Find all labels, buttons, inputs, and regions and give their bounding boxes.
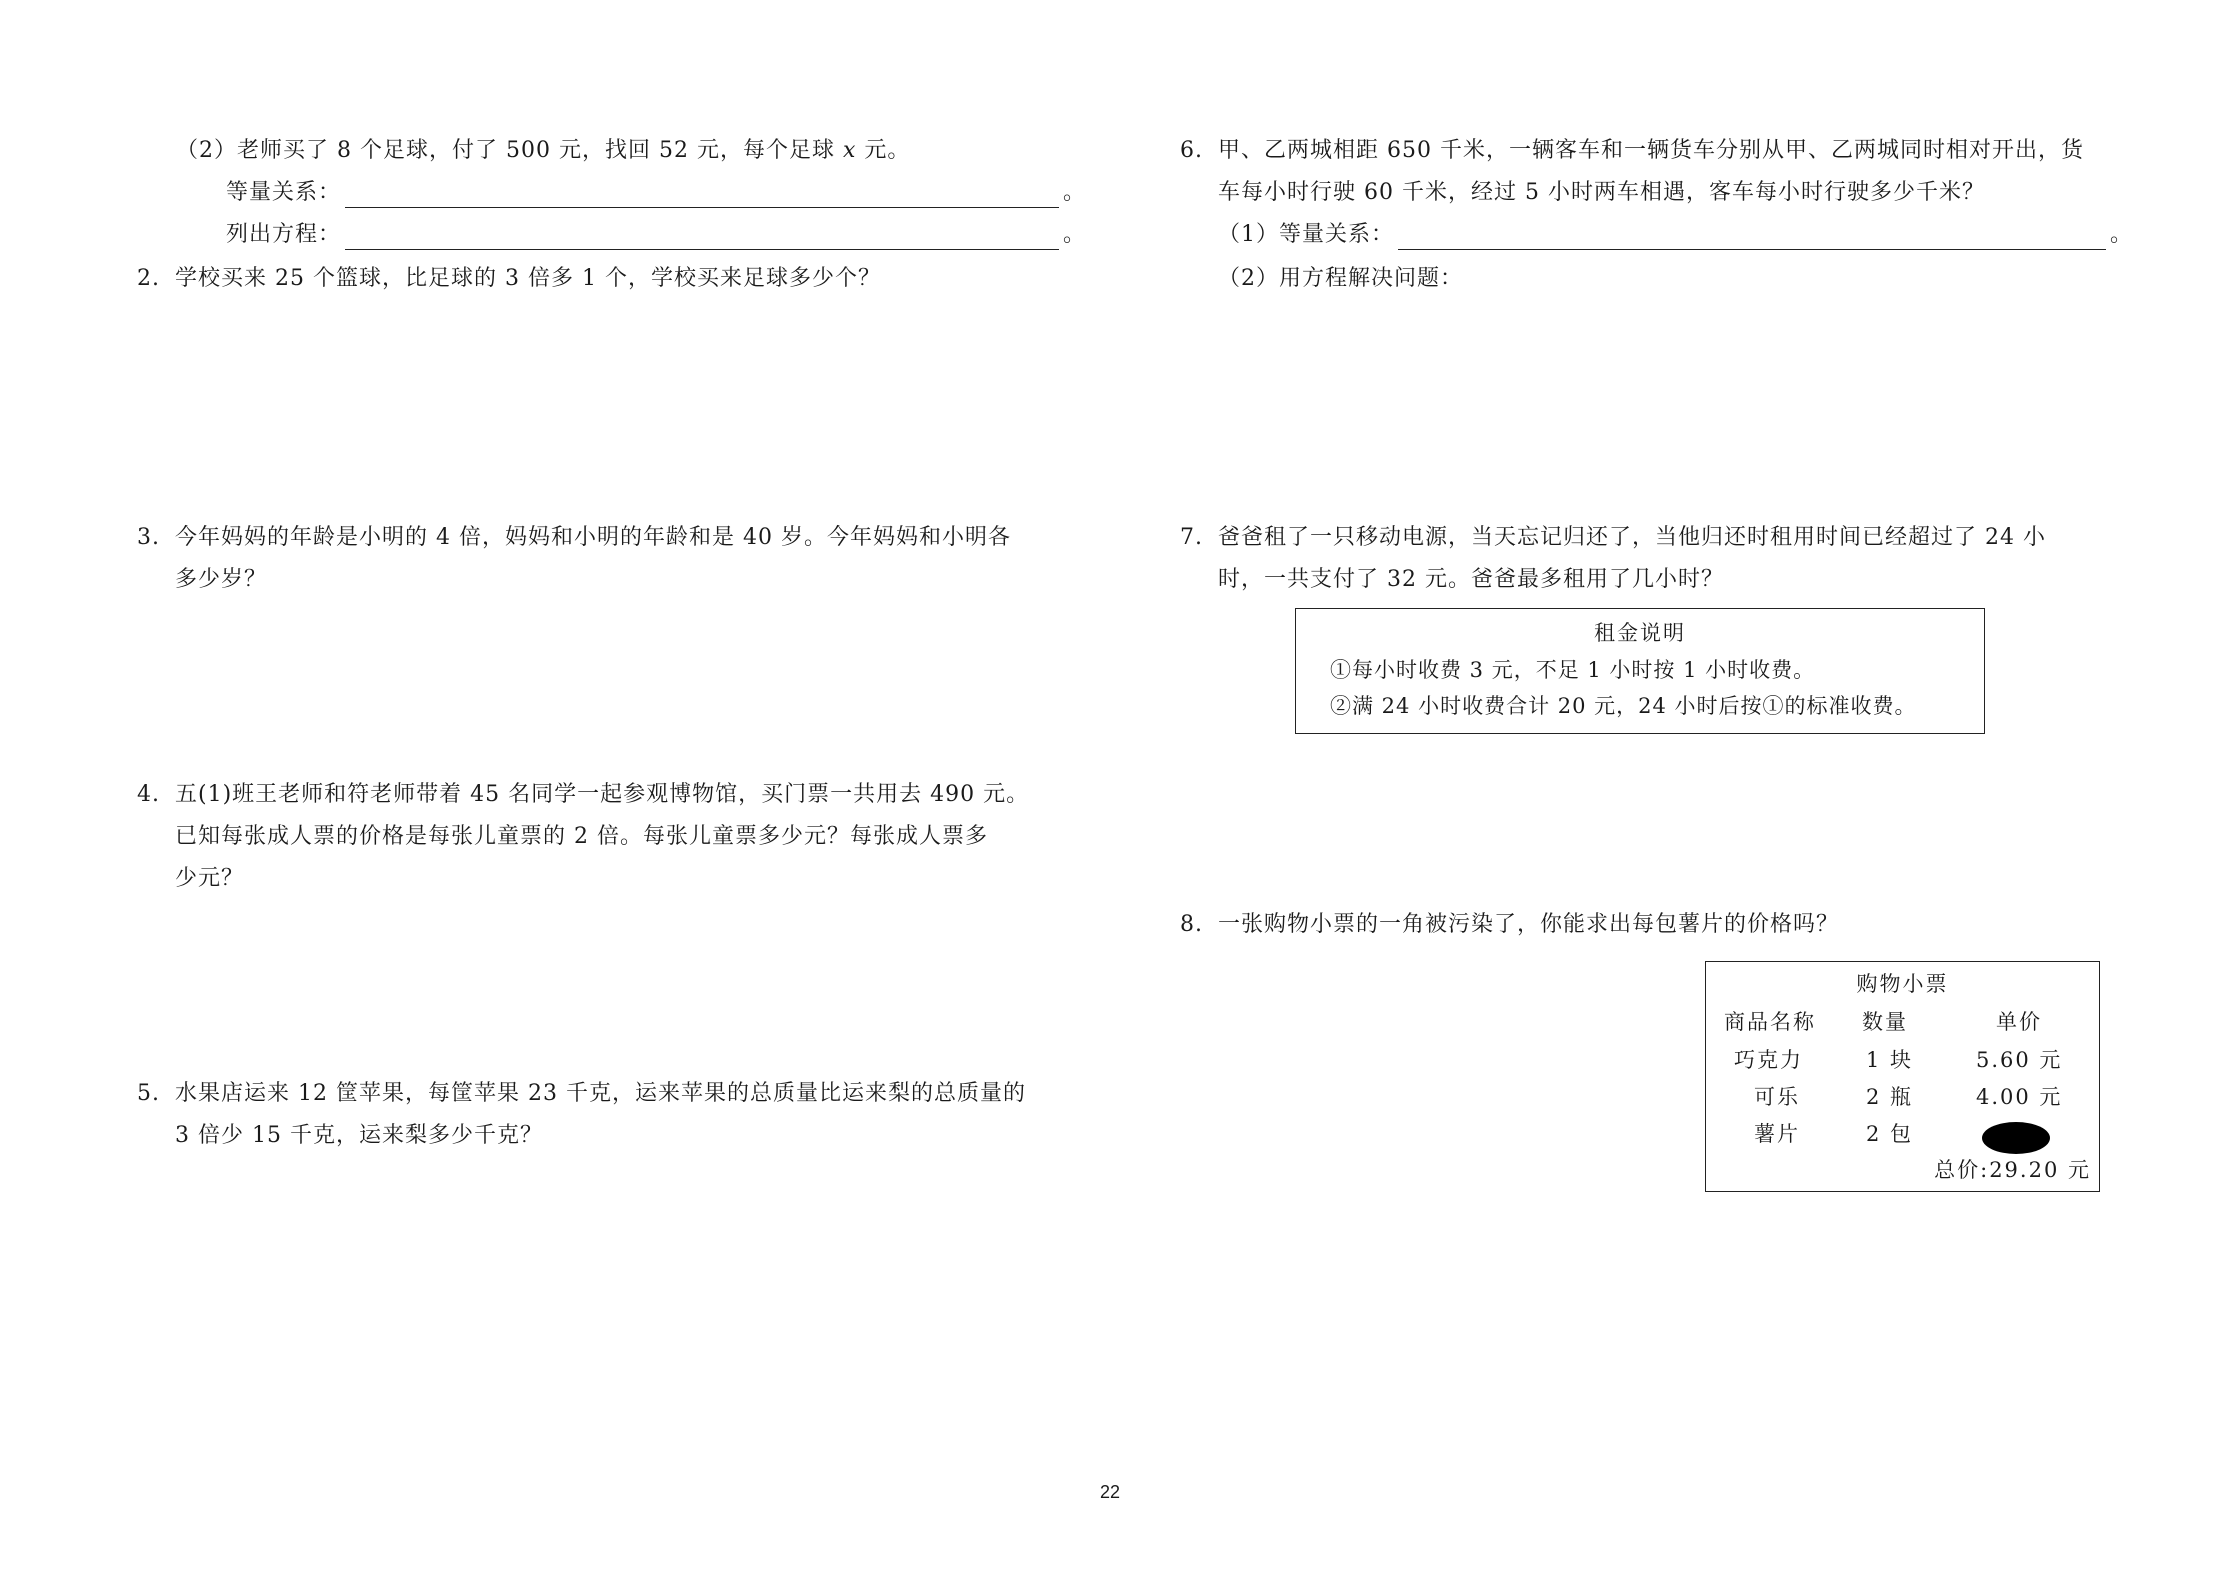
receipt-row-qty: 2 包: [1866, 1122, 1914, 1146]
receipt-row-item: 薯片: [1754, 1122, 1800, 1146]
question-3-line1: [137, 523, 1011, 553]
question-4-line3: 少元？: [175, 866, 245, 891]
q1-equality-label: 等量关系：: [226, 180, 342, 205]
question-6-line1: [1180, 136, 2084, 166]
q6-equality-tail: 。: [2110, 222, 2134, 247]
receipt-row-item: 巧克力: [1734, 1048, 1803, 1072]
question-5-line2: 3 倍少 15 千克，运来梨多少千克？: [175, 1123, 543, 1148]
question-4-text-1: 五(1)班王老师和符老师带着 45 名同学一起参观博物馆，买门票一共用去 490 元。: [175, 782, 1030, 807]
question-8-number: 8.: [1180, 912, 1203, 937]
receipt-row-qty: 1 块: [1866, 1048, 1914, 1072]
question-8-text-1: 一张购物小票的一角被污染了，你能求出每包薯片的价格吗？: [1218, 912, 1840, 937]
receipt-row-item: 可乐: [1754, 1085, 1800, 1109]
question-4-number: 4.: [137, 782, 160, 807]
question-2-number: 2.: [137, 266, 160, 291]
receipt-header-qty: 数量: [1862, 1010, 1908, 1034]
rental-notice-box: [1295, 608, 1985, 734]
q1-formula-blank[interactable]: [345, 227, 1059, 250]
page-number: 22: [1099, 1482, 1121, 1502]
question-3-number: 3.: [137, 525, 160, 550]
question-7-line2: 时，一共支付了 32 元。爸爸最多租用了几小时？: [1218, 567, 1724, 592]
shopping-receipt: [1705, 961, 2100, 1192]
receipt-title: 购物小票: [1856, 972, 1949, 996]
question-8-line1: [1180, 910, 1839, 940]
question-5-text-1: 水果店运来 12 筐苹果，每筐苹果 23 千克，运来苹果的总质量比运来梨的总质量的: [175, 1081, 1026, 1106]
receipt-total: 总价:29.20 元: [1934, 1158, 2091, 1182]
q6-equality-label: （1）等量关系：: [1218, 222, 1394, 247]
q6-solve-label: （2）用方程解决问题：: [1218, 266, 1463, 291]
receipt-header-name: 商品名称: [1724, 1010, 1816, 1034]
receipt-row-price: 5.60 元: [1976, 1048, 2063, 1072]
question-2-text: 学校买来 25 个篮球，比足球的 3 倍多 1 个，学校买来足球多少个？: [175, 266, 881, 291]
rental-notice-title: 租金说明: [1594, 621, 1686, 645]
variable-x: x: [842, 138, 857, 163]
q1-formula-tail: 。: [1063, 222, 1087, 247]
question-7-line1: [1180, 523, 2046, 553]
q1-equality-row: [226, 178, 1086, 208]
q1-equality-blank[interactable]: [345, 185, 1059, 208]
question-6-text-1: 甲、乙两城相距 650 千米，一辆客车和一辆货车分别从甲、乙两城同时相对开出，货: [1218, 138, 2084, 163]
question-2: [137, 264, 881, 294]
question-4-line1: [137, 780, 1029, 810]
q1-formula-label: 列出方程：: [226, 222, 342, 247]
question-5-line1: [137, 1079, 1026, 1109]
q1-part2-text: [176, 136, 910, 166]
q6-equality-blank[interactable]: [1398, 227, 2106, 250]
stained-price-blot: [1982, 1122, 2050, 1154]
question-3-line2: 多少岁？: [175, 567, 268, 592]
receipt-row-qty: 2 瓶: [1866, 1085, 1914, 1109]
question-6-number: 6.: [1180, 138, 1203, 163]
rental-rule-1: ①每小时收费 3 元，不足 1 小时按 1 小时收费。: [1330, 658, 1816, 682]
question-5-number: 5.: [137, 1081, 160, 1106]
question-7-text-1: 爸爸租了一只移动电源，当天忘记归还了，当他归还时租用时间已经超过了 24 小: [1218, 525, 2046, 550]
q1-formula-row: [226, 220, 1086, 250]
q1-part2-text-b: 元。: [856, 138, 911, 163]
question-6-line2: 车每小时行驶 60 千米，经过 5 小时两车相遇，客车每小时行驶多少千米？: [1218, 180, 1985, 205]
q6-equality-row: [1218, 220, 2133, 250]
question-4-line2: 已知每张成人票的价格是每张儿童票的 2 倍。每张儿童票多少元？每张成人票多: [175, 824, 988, 849]
receipt-row-price: 4.00 元: [1976, 1085, 2063, 1109]
q1-part2-text-a: （2）老师买了 8 个足球，付了 500 元，找回 52 元，每个足球: [176, 138, 843, 163]
q1-equality-tail: 。: [1063, 180, 1087, 205]
receipt-header-price: 单价: [1996, 1010, 2042, 1034]
rental-rule-2: ②满 24 小时收费合计 20 元，24 小时后按①的标准收费。: [1330, 694, 1917, 718]
question-3-text-1: 今年妈妈的年龄是小明的 4 倍，妈妈和小明的年龄和是 40 岁。今年妈妈和小明各: [175, 525, 1011, 550]
question-7-number: 7.: [1180, 525, 1203, 550]
